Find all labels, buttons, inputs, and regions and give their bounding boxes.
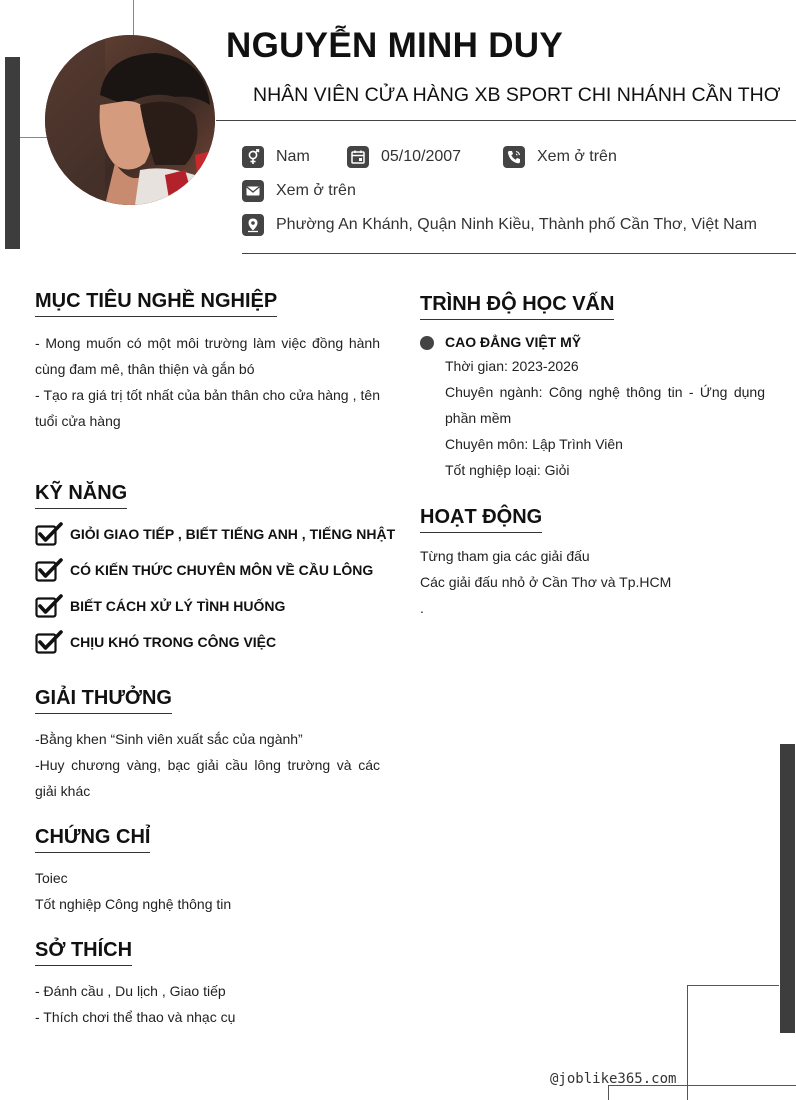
calendar-icon	[347, 146, 369, 168]
section-title: HOẠT ĐỘNG	[420, 506, 542, 533]
avatar	[45, 35, 215, 205]
certificate-line: Toiec	[35, 870, 68, 886]
education-details	[445, 353, 765, 483]
checkbox-check-icon	[35, 558, 63, 582]
contact-address	[242, 214, 757, 236]
gender-value: Nam	[276, 148, 310, 165]
skill-item	[35, 522, 395, 546]
email-value: Xem ở trên	[276, 182, 356, 199]
address-value: Phường An Khánh, Quận Ninh Kiều, Thành phố Cần Thơ, Việt Nam	[276, 216, 757, 233]
awards-section	[35, 687, 172, 714]
education-subject: Chuyên môn: Lập Trình Viên	[445, 436, 623, 452]
skill-label: GIỎI GIAO TIẾP , BIẾT TIẾNG ANH , TIẾNG NHẬT	[70, 526, 396, 542]
location-icon	[242, 214, 264, 236]
watermark: @joblike365.com	[550, 1071, 677, 1087]
activity-line: Từng tham gia các giải đấu	[420, 548, 590, 564]
section-title: SỞ THÍCH	[35, 939, 132, 966]
decorative-frame	[687, 985, 779, 1100]
awards-text	[35, 726, 380, 804]
certificates-section	[35, 826, 150, 853]
skill-item	[35, 594, 285, 618]
skill-label: CÓ KIẾN THỨC CHUYÊN MÔN VỀ CẦU LÔNG	[70, 562, 374, 578]
decorative-line	[133, 0, 134, 40]
gender-icon	[242, 146, 264, 168]
education-section	[420, 293, 614, 320]
education-period: Thời gian: 2023-2026	[445, 358, 579, 374]
education-major: Chuyên ngành: Công nghệ thông tin - Ứng dụng phần mềm	[445, 384, 765, 426]
birthday-value: 05/10/2007	[381, 148, 462, 165]
contact-email	[242, 180, 356, 202]
contact-gender	[242, 146, 310, 168]
email-icon	[242, 180, 264, 202]
bullet-dot-icon	[420, 336, 434, 350]
checkbox-check-icon	[35, 522, 63, 546]
decorative-line	[608, 1085, 609, 1100]
skill-item	[35, 558, 373, 582]
section-title: MỤC TIÊU NGHỀ NGHIỆP	[35, 290, 277, 317]
section-title: KỸ NĂNG	[35, 482, 127, 509]
award-line: -Huy chương vàng, bạc giải cầu lông trường và các giải khác	[35, 757, 380, 799]
section-title: TRÌNH ĐỘ HỌC VẤN	[420, 293, 614, 320]
decorative-line	[20, 137, 50, 138]
skill-label: CHỊU KHÓ TRONG CÔNG VIỆC	[70, 634, 277, 650]
activities-text	[420, 543, 765, 621]
hobbies-section	[35, 939, 132, 966]
certificates-text	[35, 865, 380, 917]
section-title: CHỨNG CHỈ	[35, 826, 150, 853]
hobby-line: - Thích chơi thể thao và nhạc cụ	[35, 1009, 236, 1025]
education-grade: Tốt nghiệp loại: Giỏi	[445, 462, 570, 478]
candidate-name: NGUYỄN MINH DUY	[226, 26, 564, 65]
skill-item	[35, 630, 276, 654]
school-name: CAO ĐẲNG VIỆT MỸ	[445, 334, 582, 350]
objective-line: - Mong muốn có một môi trường làm việc đồng hành cùng đam mê, thân thiện và gắn bó	[35, 335, 380, 377]
skill-label: BIẾT CÁCH XỬ LÝ TÌNH HUỐNG	[70, 598, 286, 614]
award-line: -Bằng khen “Sinh viên xuất sắc của ngành”	[35, 731, 303, 747]
contact-phone	[503, 146, 617, 168]
section-title: GIẢI THƯỞNG	[35, 687, 172, 714]
job-title: NHÂN VIÊN CỬA HÀNG XB SPORT CHI NHÁNH CẦN THƠ	[253, 84, 781, 106]
right-accent-bar	[780, 744, 795, 1033]
contact-divider	[242, 253, 796, 254]
certificate-line: Tốt nghiệp Công nghệ thông tin	[35, 896, 232, 912]
objective-line: - Tạo ra giá trị tốt nhất của bản thân cho cửa hàng , tên tuổi cửa hàng	[35, 387, 380, 429]
hobbies-text	[35, 978, 380, 1030]
hobby-line: - Đánh cầu , Du lịch , Giao tiếp	[35, 983, 226, 999]
contact-birthday	[347, 146, 461, 168]
activity-line: Các giải đấu nhỏ ở Cần Thơ và Tp.HCM	[420, 574, 672, 590]
checkbox-check-icon	[35, 594, 63, 618]
phone-icon	[503, 146, 525, 168]
checkbox-check-icon	[35, 630, 63, 654]
header-divider	[216, 120, 796, 121]
skills-section	[35, 482, 127, 509]
activities-section	[420, 506, 542, 533]
objective-section	[35, 290, 277, 317]
objective-text	[35, 330, 380, 434]
activity-line: .	[420, 600, 424, 616]
phone-value: Xem ở trên	[537, 148, 617, 165]
left-accent-bar	[5, 57, 20, 249]
